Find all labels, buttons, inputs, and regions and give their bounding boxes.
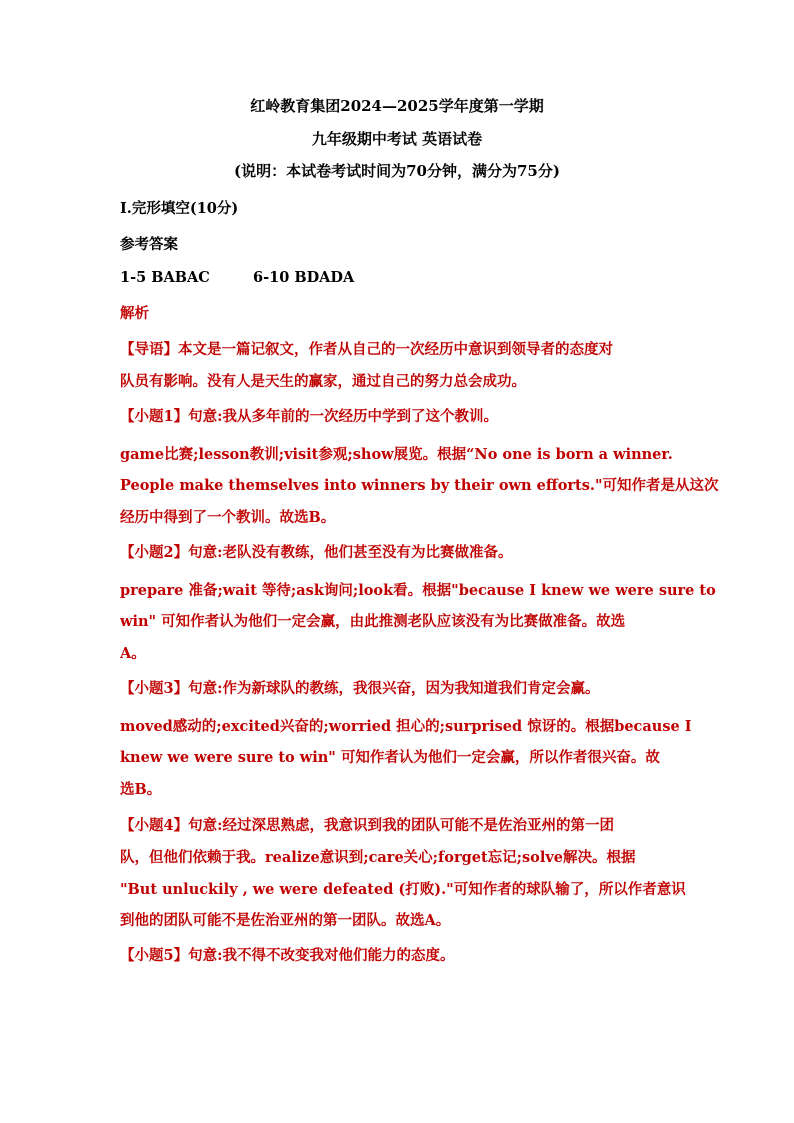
answers-6-10: 6-10 BDADA (253, 269, 355, 286)
question-3-title: 【小题3】句意:作为新球队的教练，我很兴奋，因为我知道我们肯定会赢。 (120, 680, 600, 697)
question-1-title: 【小题1】句意:我从多年前的一次经历中学到了这个教训。 (120, 408, 498, 425)
intro-line-2: 队员有影响。没有人是天生的赢家，通过自己的努力总会成功。 (120, 373, 526, 390)
exam-instructions: (说明：本试卷考试时间为70分钟，满分为75分) (234, 162, 560, 180)
question-4-line-2: 队，但他们依赖于我。realize意识到;care关心;forget忘记;solve解决。根据 (120, 849, 636, 866)
question-2-line-1: prepare 准备;wait 等待;ask询问;look看。根据"because I knew we were sure to (120, 582, 716, 599)
answers-1-5: 1-5 BABAC (120, 269, 210, 286)
question-1-line-3: 经历中得到了一个教训。故选B。 (120, 509, 336, 526)
analysis-heading: 解析 (120, 305, 149, 322)
question-2-line-3: A。 (120, 645, 146, 662)
question-2-line-2: win" 可知作者认为他们一定会赢，由此推测老队应该没有为比赛做准备。故选 (120, 613, 626, 630)
question-4-line-1: 【小题4】句意:经过深思熟虑，我意识到我的团队可能不是佐治亚州的第一团 (120, 817, 614, 834)
answer-heading: 参考答案 (120, 236, 178, 253)
question-5-title: 【小题5】句意:我不得不改变我对他们能力的态度。 (120, 947, 455, 964)
question-3-line-3: 选B。 (120, 781, 162, 798)
question-2-title: 【小题2】句意:老队没有教练，他们甚至没有为比赛做准备。 (120, 544, 513, 561)
question-3-line-1: moved感动的;excited兴奋的;worried 担心的;surprised 惊讶的。根据because I (120, 718, 692, 735)
school-term-title: 红岭教育集团2024—2025学年度第一学期 (250, 97, 544, 115)
section-title: I.完形填空(10分) (120, 200, 239, 217)
question-3-line-2: knew we were sure to win" 可知作者认为他们一定会赢，所以作者很兴奋。故 (120, 749, 660, 766)
question-4-line-4: 到他的团队可能不是佐治亚州的第一团队。故选A。 (120, 912, 451, 929)
exam-title: 九年级期中考试 英语试卷 (311, 130, 483, 148)
question-1-line-2: People make themselves into winners by their own efforts."可知作者是从这次 (120, 477, 719, 494)
question-1-line-1: game比赛;lesson教训;visit参观;show展览。根据“No one is born a winner. (120, 446, 673, 463)
question-4-line-3: "But unluckily , we were defeated (打败)."可知作者的球队输了，所以作者意识 (120, 881, 686, 898)
answer-row (120, 269, 210, 286)
intro-line-1: 【导语】本文是一篇记叙文，作者从自己的一次经历中意识到领导者的态度对 (120, 341, 613, 358)
